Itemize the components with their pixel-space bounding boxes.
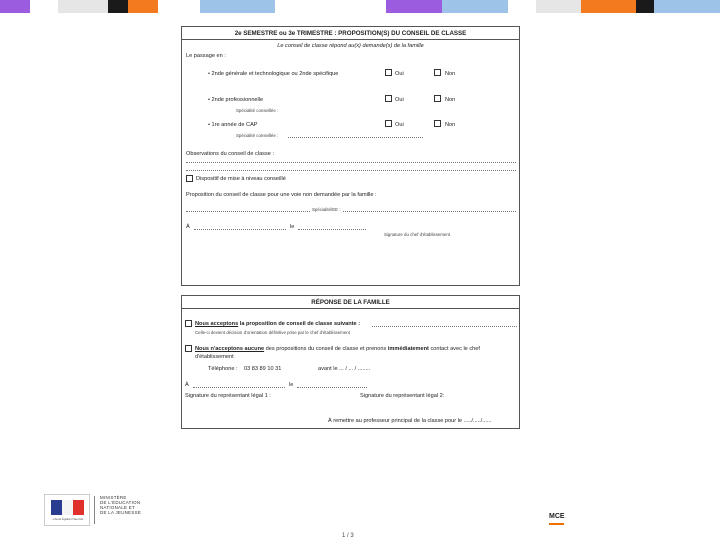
- refuse-line2: d'établissement: [195, 354, 234, 360]
- sign1-label: Signature du représentant légal 1 :: [185, 393, 271, 399]
- option-cap-oui-checkbox[interactable]: [385, 120, 392, 127]
- option-cap-oui-label: Oui: [395, 122, 404, 128]
- avant-label: avant le ... / ... / ........: [318, 366, 371, 372]
- option-2pro-spec-label: Spécialité conseillée :: [236, 108, 279, 113]
- page-number: 1 / 3: [342, 533, 354, 539]
- option-2pro-non-checkbox[interactable]: [434, 95, 441, 102]
- strip-segment: [581, 0, 636, 13]
- option-cap-spec-label: Spécialité conseillée :: [236, 133, 279, 138]
- proposition-line[interactable]: [186, 211, 516, 212]
- refuse-bold: Nous n'acceptons aucune: [195, 346, 265, 352]
- accept-text: [195, 321, 360, 327]
- option-2pro-oui-checkbox[interactable]: [385, 95, 392, 102]
- famille-le-line[interactable]: [297, 387, 367, 388]
- sign2-label: Signature du représentant légal 2:: [360, 393, 445, 399]
- famille-section: [181, 295, 520, 429]
- option-2gt-oui-label: Oui: [395, 71, 404, 77]
- option-cap-non-checkbox[interactable]: [434, 120, 441, 127]
- specialite-label: Spécialité/EE :: [312, 207, 341, 212]
- conseil-le-label: le: [290, 224, 295, 230]
- observations-line-1[interactable]: [186, 162, 516, 163]
- option-2gt-non-checkbox[interactable]: [434, 69, 441, 76]
- option-2gt-label: • 2nde générale et technologique ou 2nde spécifique: [208, 71, 339, 77]
- strip-segment: [200, 0, 275, 13]
- option-2pro-oui-label: Oui: [395, 97, 404, 103]
- conseil-section: [181, 26, 520, 286]
- telephone-label: Téléphone :: [208, 366, 238, 372]
- option-2pro-label: • 2nde professionnelle: [208, 97, 264, 103]
- marianne-logo: [44, 494, 90, 526]
- form-document: [176, 26, 524, 438]
- accept-note: Celle-ci devient décision d'orientation définitive prise par le chef d'établissement: [195, 330, 350, 335]
- option-2gt-oui-checkbox[interactable]: [385, 69, 392, 76]
- refuse-rest: des propositions du conseil de classe et prenons: [265, 346, 387, 352]
- ministry-logo: [44, 494, 156, 526]
- mce-label: MCE: [549, 513, 565, 520]
- famille-a-line[interactable]: [193, 387, 285, 388]
- motto: Liberté Égalité Fraternité: [52, 517, 84, 521]
- color-strip: [0, 0, 720, 13]
- mce-accent-bar: [549, 523, 564, 525]
- option-2pro-non-label: Non: [445, 97, 456, 103]
- strip-segment: [128, 0, 158, 13]
- observations-label: Observations du conseil de classe :: [186, 151, 274, 157]
- option-cap-spec-line[interactable]: [288, 137, 423, 138]
- strip-segment: [636, 0, 654, 13]
- famille-title: RÉPONSE DE LA FAMILLE: [182, 296, 519, 309]
- option-2gt-non-label: Non: [445, 71, 456, 77]
- accept-bold: Nous acceptons: [195, 321, 239, 327]
- option-cap-non-label: Non: [445, 122, 456, 128]
- accept-checkbox[interactable]: [185, 320, 192, 327]
- conseil-le-line[interactable]: [298, 229, 366, 230]
- refuse-checkbox[interactable]: [185, 345, 192, 352]
- accept-line[interactable]: [372, 326, 517, 327]
- passage-label: Le passage en :: [186, 53, 226, 59]
- option-cap-label: • 1re année de CAP: [208, 122, 258, 128]
- strip-segment: [0, 0, 30, 13]
- refuse-strong: immédiatement: [387, 346, 429, 352]
- strip-segment: [58, 0, 108, 13]
- conseil-a-label: À: [186, 224, 190, 230]
- refuse-end: contact avec le chef: [430, 346, 480, 352]
- remettre-label: À remettre au professeur principal de la classe pour le ...../...../......: [328, 418, 492, 424]
- strip-segment: [654, 0, 720, 13]
- proposition-label: Proposition du conseil de classe pour une voie non demandée par la famille :: [186, 192, 377, 198]
- strip-segment: [108, 0, 128, 13]
- conseil-a-line[interactable]: [194, 229, 286, 230]
- dispositif-checkbox[interactable]: [186, 175, 193, 182]
- signature-chef-label: Signature du chef d'établissement: [384, 232, 451, 237]
- refuse-text: [195, 346, 480, 352]
- strip-segment: [442, 0, 508, 13]
- strip-segment: [536, 0, 581, 13]
- telephone-value: 03 83 89 10 31: [244, 366, 282, 372]
- conseil-subtitle: Le conseil de classe répond au(x) demande(s) de la famille: [277, 43, 424, 49]
- ministry-name: MINISTÈRE DE L'ÉDUCATION NATIONALE ET DE LA JEUNESSE: [100, 495, 142, 515]
- famille-le-label: le: [289, 382, 294, 388]
- dispositif-label: Dispositif de mise à niveau conseillé: [196, 176, 286, 182]
- strip-segment: [386, 0, 442, 13]
- conseil-title: 2e SEMESTRE ou 3e TRIMESTRE : PROPOSITION(S) DU CONSEIL DE CLASSE: [182, 27, 519, 40]
- accept-rest: la proposition de conseil de classe suivante :: [239, 321, 361, 327]
- famille-a-label: À: [185, 382, 189, 388]
- observations-line-2[interactable]: [186, 170, 516, 171]
